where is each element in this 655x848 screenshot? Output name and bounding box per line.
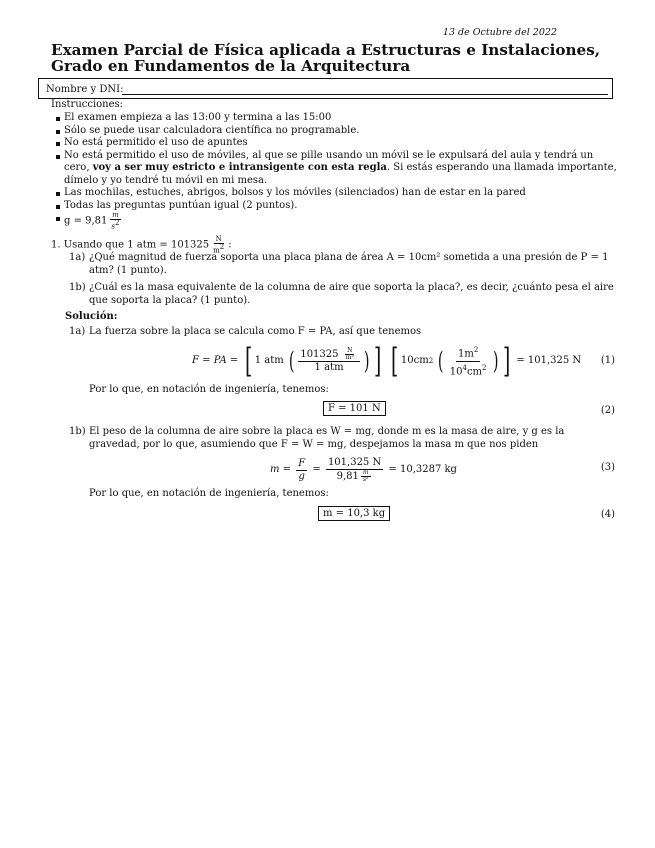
equation-3-number: (3) [600,462,615,473]
name-dni-box[interactable] [38,78,613,99]
equation-1: F = PA = [ 1 atm ( 101325 $\frac{N}{\text{m²}}$ 1 atm ) ] [ 10cm 2 ( $\frac{1m^2}{10^4cm^2}$ ) ] = 101,325 N [192,341,582,381]
exam-title [51,42,600,74]
title-line-2: Grado en Fundamentos de la Arquitectura [51,57,411,75]
equation-2-number: (2) [600,405,615,416]
solution-1a: 1a) La fuerza sobre la placa se calcula como F = PA, así que tenemos [69,326,422,337]
equation-2: F = 101 N [323,403,386,416]
question-1b: 1b) ¿Cuál es la masa equivalente de la columna de aire que soporta la placa?, es decir, ¿cuánto pesa el aire que soporta la placa? (1 punto). [69,282,614,306]
instructions-list [50,112,618,230]
list-item: Sólo se puede usar calculadora científica no programable. [50,125,618,138]
title-line-1: Examen Parcial de Física aplicada a Estructuras e Instalaciones, [51,41,601,59]
list-item: No está permitido el uso de apuntes [50,137,618,150]
equation-1-number: (1) [600,355,615,366]
instructions-heading: Instrucciones: [51,99,124,110]
solution-1b: 1b) El peso de la columna de aire sobre la placa es W = mg, donde m es la masa de aire, y g es la gravedad, por lo que, asumiendo que F = W = mg, despejamos la masa m que nos piden [69,426,565,450]
engineering-notation-text-2: Por lo que, en notación de ingeniería, tenemos: [89,488,329,499]
list-item: Todas las preguntas puntúan igual (2 puntos). [50,200,618,213]
name-dni-line[interactable] [122,94,608,95]
equation-4: m = 10,3 kg [318,508,390,521]
question-1a: 1a) ¿Qué magnitud de fuerza soporta una placa plana de área A = 10cm² sometida a una presión de P = 1 atm? (1 punto). [69,252,609,276]
list-item: Las mochilas, estuches, abrigos, bolsos y los móviles (silenciados) han de estar en la pared [50,187,618,200]
list-item: No está permitido el uso de móviles, al que se pille usando un móvil se le expulsará del aula y tendrá un cero, voy a ser muy estricto e intransigente con esta regla. Si estás esperando una llamada importante, dímelo y yo tendré tu móvil en mi mesa. [50,150,618,188]
exam-date: 13 de Octubre del 2022 [442,27,557,38]
name-dni-label: Nombre y DNI: [46,84,124,95]
solution-heading: Solución: [65,311,118,322]
engineering-notation-text-1: Por lo que, en notación de ingeniería, tenemos: [89,384,329,395]
equation-3: m = $\frac{F}{g}$ = 101,325 N 9,81 $\frac{m}{\text{s²}}$ = 10,3287 kg [270,457,457,483]
list-item: El examen empieza a las 13:00 y termina a las 15:00 [50,112,618,125]
equation-4-number: (4) [600,509,615,520]
question-1-intro: 1. Usando que 1 atm = 101325 $\frac{N}{m^2}$ : [51,235,232,255]
list-item: g = 9,81 $\frac{m}{s^2}$ [50,212,618,230]
